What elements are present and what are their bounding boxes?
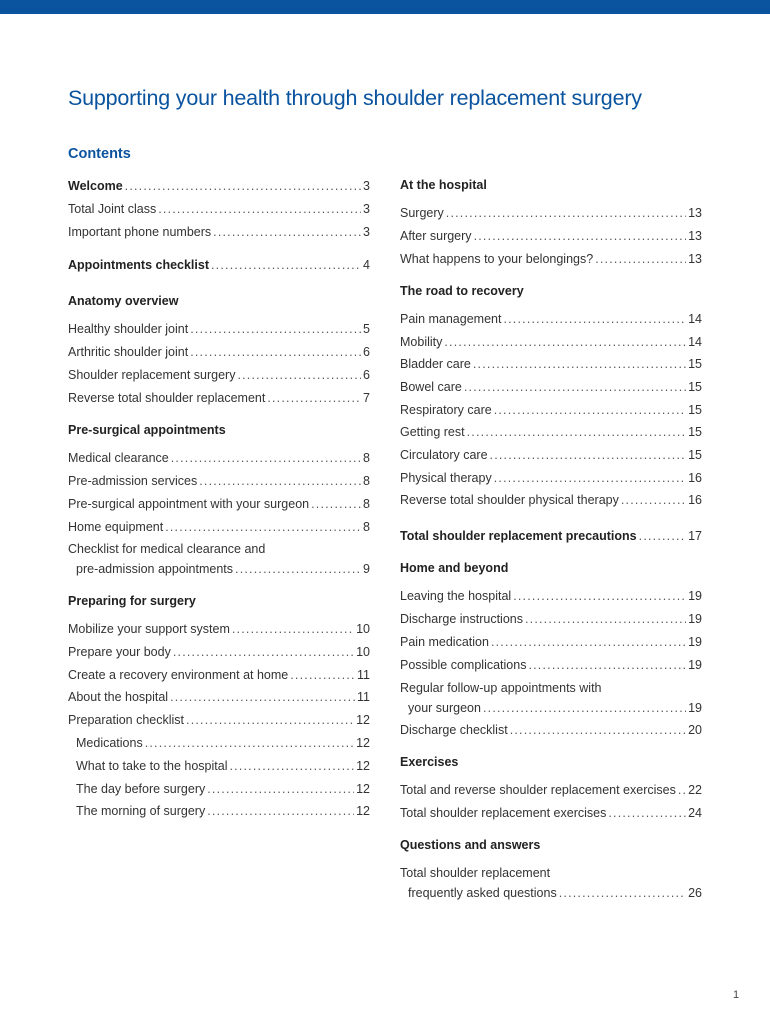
toc-entry[interactable]: Healthy shoulder joint ..... 5 <box>68 321 370 337</box>
toc-entry[interactable]: Physical therapy ..... 16 <box>400 470 702 486</box>
toc-entry[interactable]: Pre-admission services ..... 8 <box>68 473 370 489</box>
toc-entry[interactable]: Total and reverse shoulder replacement exercises ..... 22 <box>400 782 702 798</box>
header-band <box>0 0 770 14</box>
toc-entry[interactable]: Pain management ..... 14 <box>400 311 702 327</box>
toc-subentry[interactable]: What to take to the hospital ..... 12 <box>76 758 370 774</box>
toc-entry-welcome[interactable]: Welcome ..... 3 <box>68 178 370 194</box>
page-title: Supporting your health through shoulder replacement surgery <box>68 86 642 110</box>
toc-entry[interactable]: Pre-surgical appointment with your surgeon ..... 8 <box>68 496 370 512</box>
page-number: 1 <box>733 989 740 1001</box>
toc-entry-precautions[interactable]: Total shoulder replacement precautions ..... 17 <box>400 528 702 544</box>
toc-entry[interactable]: Prepare your body ..... 10 <box>68 644 370 660</box>
toc-entry-line: Checklist for medical clearance and <box>68 542 266 556</box>
toc-entry[interactable]: What happens to your belongings? ..... 13 <box>400 251 702 267</box>
toc-entry[interactable]: Discharge instructions ..... 19 <box>400 611 702 627</box>
toc-entry[interactable]: Mobility ..... 14 <box>400 334 702 350</box>
toc-entry[interactable]: Bladder care ..... 15 <box>400 356 702 372</box>
toc-entry[interactable]: Possible complications ..... 19 <box>400 657 702 673</box>
contents-heading: Contents <box>68 146 131 162</box>
section-heading-qa: Questions and answers <box>400 838 541 852</box>
toc-entry[interactable]: After surgery ..... 13 <box>400 228 702 244</box>
toc-entry[interactable]: Create a recovery environment at home ..... 11 <box>68 667 370 683</box>
toc-entry[interactable]: Reverse total shoulder physical therapy ..... 16 <box>400 492 702 508</box>
section-heading-home: Home and beyond <box>400 561 509 575</box>
toc-entry[interactable]: Leaving the hospital ..... 19 <box>400 588 702 604</box>
toc-entry-line: Total shoulder replacement <box>400 866 551 880</box>
toc-entry[interactable]: About the hospital ..... 11 <box>68 689 370 705</box>
toc-entry[interactable]: Arthritic shoulder joint ..... 6 <box>68 344 370 360</box>
toc-entry[interactable]: Total shoulder replacement exercises ..... 24 <box>400 805 702 821</box>
section-heading-hospital: At the hospital <box>400 178 487 192</box>
toc-entry[interactable]: Circulatory care ..... 15 <box>400 447 702 463</box>
toc-entry-appointments-checklist[interactable]: Appointments checklist ..... 4 <box>68 257 370 273</box>
toc-subentry[interactable]: The morning of surgery ..... 12 <box>76 803 370 819</box>
toc-entry[interactable]: Respiratory care ..... 15 <box>400 402 702 418</box>
toc-subentry[interactable]: The day before surgery ..... 12 <box>76 781 370 797</box>
section-heading-presurgical: Pre-surgical appointments <box>68 423 226 437</box>
toc-entry[interactable]: pre-admission appointments ..... 9 <box>76 561 370 577</box>
toc-entry[interactable]: Getting rest ..... 15 <box>400 424 702 440</box>
toc-entry[interactable]: Discharge checklist ..... 20 <box>400 722 702 738</box>
section-heading-preparing: Preparing for surgery <box>68 594 196 608</box>
toc-entry[interactable]: Reverse total shoulder replacement ..... 7 <box>68 390 370 406</box>
toc-entry[interactable]: Preparation checklist ..... 12 <box>68 712 370 728</box>
toc-entry[interactable]: Shoulder replacement surgery ..... 6 <box>68 367 370 383</box>
section-heading-exercises: Exercises <box>400 755 459 769</box>
section-heading-anatomy: Anatomy overview <box>68 294 179 308</box>
toc-entry[interactable]: Surgery ..... 13 <box>400 205 702 221</box>
section-heading-road: The road to recovery <box>400 284 524 298</box>
toc-entry[interactable]: Mobilize your support system ..... 10 <box>68 621 370 637</box>
toc-entry[interactable]: Home equipment ..... 8 <box>68 519 370 535</box>
toc-entry[interactable]: Important phone numbers ..... 3 <box>68 224 370 240</box>
toc-entry[interactable]: Pain medication ..... 19 <box>400 634 702 650</box>
toc-entry[interactable]: Medical clearance ..... 8 <box>68 450 370 466</box>
toc-subentry[interactable]: Medications ..... 12 <box>76 735 370 751</box>
toc-entry[interactable]: frequently asked questions ..... 26 <box>408 885 702 901</box>
toc-entry[interactable]: Total Joint class ..... 3 <box>68 201 370 217</box>
toc-entry[interactable]: your surgeon ..... 19 <box>408 700 702 716</box>
toc-entry-line: Regular follow-up appointments with <box>400 681 602 695</box>
toc-entry[interactable]: Bowel care ..... 15 <box>400 379 702 395</box>
